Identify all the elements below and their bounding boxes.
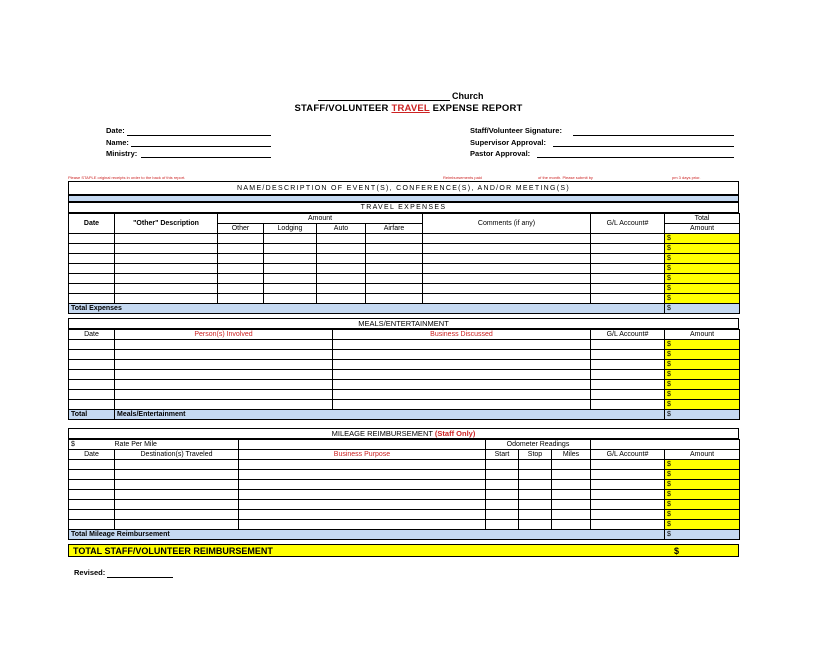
stop-cell[interactable] (519, 480, 552, 490)
meals-total-label-2: Meals/Entertainment (115, 410, 665, 420)
airfare-cell[interactable] (366, 244, 423, 254)
amount-cell[interactable]: $ (665, 520, 740, 530)
business-cell[interactable] (333, 350, 591, 360)
date-cell[interactable] (69, 244, 115, 254)
purpose-cell[interactable] (239, 480, 486, 490)
gl-account-cell[interactable] (591, 294, 665, 304)
date-cell[interactable] (69, 470, 115, 480)
persons-cell[interactable] (115, 340, 333, 350)
stop-cell[interactable] (519, 510, 552, 520)
amount-cell[interactable]: $ (665, 510, 740, 520)
mileage-stop-header: Stop (519, 450, 552, 460)
date-cell[interactable] (69, 400, 115, 410)
destination-cell[interactable] (115, 480, 239, 490)
auto-cell[interactable] (317, 254, 366, 264)
mileage-section-title (68, 428, 739, 439)
stop-cell[interactable] (519, 520, 552, 530)
start-cell[interactable] (486, 460, 519, 470)
auto-cell[interactable] (317, 294, 366, 304)
start-cell[interactable] (486, 480, 519, 490)
name-label: Name: (106, 138, 129, 147)
amount-cell[interactable]: $ (665, 480, 740, 490)
business-cell[interactable] (333, 400, 591, 410)
miles-cell[interactable] (552, 490, 591, 500)
other-cell[interactable] (218, 264, 264, 274)
table-row (69, 234, 740, 244)
date-cell[interactable] (69, 254, 115, 264)
total-expenses-value: $ (665, 304, 740, 314)
event-description-field[interactable] (68, 195, 739, 202)
purpose-cell[interactable] (239, 490, 486, 500)
supervisor-approval-field[interactable] (553, 146, 734, 147)
lodging-cell[interactable] (264, 254, 317, 264)
total-amount-cell[interactable]: $ (665, 284, 740, 294)
description-cell[interactable] (115, 254, 218, 264)
lodging-cell[interactable] (264, 284, 317, 294)
mileage-rate-field[interactable] (239, 440, 486, 450)
revised-field[interactable] (107, 577, 173, 578)
table-row (69, 470, 740, 480)
mileage-rate-label: Rate Per Mile (115, 440, 239, 450)
date-cell[interactable] (69, 510, 115, 520)
total-amount-cell[interactable]: $ (665, 294, 740, 304)
business-cell[interactable] (333, 370, 591, 380)
description-cell[interactable] (115, 294, 218, 304)
gl-account-cell[interactable] (591, 370, 665, 380)
date-cell[interactable] (69, 274, 115, 284)
auto-cell[interactable] (317, 234, 366, 244)
note-submit-by: of the month. Please submit by (538, 175, 593, 180)
meals-table (68, 329, 740, 420)
start-cell[interactable] (486, 520, 519, 530)
date-cell[interactable] (69, 490, 115, 500)
gl-account-cell[interactable] (591, 244, 665, 254)
persons-cell[interactable] (115, 390, 333, 400)
amount-cell[interactable]: $ (665, 370, 740, 380)
date-cell[interactable] (69, 234, 115, 244)
total-amount-cell[interactable]: $ (665, 234, 740, 244)
mileage-total-value: $ (665, 530, 740, 540)
gl-account-cell[interactable] (591, 500, 665, 510)
business-cell[interactable] (333, 380, 591, 390)
persons-cell[interactable] (115, 380, 333, 390)
note-staple: Please STAPLE original receipts in order to the back of this report. (68, 175, 186, 180)
mileage-table (68, 439, 740, 540)
lodging-cell[interactable] (264, 234, 317, 244)
gl-account-cell[interactable] (591, 490, 665, 500)
purpose-cell[interactable] (239, 470, 486, 480)
lodging-cell[interactable] (264, 264, 317, 274)
other-cell[interactable] (218, 254, 264, 264)
date-cell[interactable] (69, 360, 115, 370)
date-cell[interactable] (69, 370, 115, 380)
meals-section-title: MEALS/ENTERTAINMENT (68, 318, 739, 329)
mileage-date-header: Date (69, 450, 115, 460)
meals-amount-header: Amount (665, 330, 740, 340)
total-amount-cell[interactable]: $ (665, 264, 740, 274)
supervisor-approval-label: Supervisor Approval: (470, 138, 546, 147)
table-row (69, 340, 740, 350)
lodging-cell[interactable] (264, 274, 317, 284)
total-amount-cell[interactable]: $ (665, 244, 740, 254)
church-label: Church (452, 91, 484, 101)
purpose-cell[interactable] (239, 460, 486, 470)
mileage-amount-header: Amount (665, 450, 740, 460)
table-row (69, 460, 740, 470)
destination-cell[interactable] (115, 460, 239, 470)
comments-cell[interactable] (423, 254, 591, 264)
persons-cell[interactable] (115, 370, 333, 380)
mileage-total-row (69, 530, 740, 540)
gl-account-cell[interactable] (591, 390, 665, 400)
date-cell[interactable] (69, 520, 115, 530)
comments-cell[interactable] (423, 274, 591, 284)
gl-account-cell[interactable] (591, 360, 665, 370)
gl-account-cell[interactable] (591, 470, 665, 480)
mileage-title-text: MILEAGE REIMBURSEMENT (331, 429, 433, 438)
table-row (69, 294, 740, 304)
miles-cell[interactable] (552, 500, 591, 510)
title-suffix: EXPENSE REPORT (429, 103, 523, 114)
meals-total-row (69, 410, 740, 420)
meals-gl-account-header: G/L Account# (591, 330, 665, 340)
date-cell[interactable] (69, 380, 115, 390)
airfare-cell[interactable] (366, 284, 423, 294)
airfare-cell[interactable] (366, 274, 423, 284)
note-reimbursements: Reimbursements paid (443, 175, 482, 180)
gl-account-cell[interactable] (591, 510, 665, 520)
travel-total-amount-header: Amount (665, 224, 740, 234)
gl-account-cell[interactable] (591, 340, 665, 350)
purpose-cell[interactable] (239, 500, 486, 510)
business-cell[interactable] (333, 340, 591, 350)
gl-account-cell[interactable] (591, 350, 665, 360)
mileage-gl-account-header: G/L Account# (591, 450, 665, 460)
signature-label: Staff/Volunteer Signature: (470, 126, 562, 135)
date-cell[interactable] (69, 390, 115, 400)
travel-other-description-header: "Other" Description (115, 214, 218, 234)
table-row (69, 480, 740, 490)
name-field[interactable] (131, 146, 271, 147)
purpose-cell[interactable] (239, 510, 486, 520)
start-cell[interactable] (486, 470, 519, 480)
purpose-cell[interactable] (239, 520, 486, 530)
airfare-cell[interactable] (366, 234, 423, 244)
table-row (69, 274, 740, 284)
table-row (69, 380, 740, 390)
auto-cell[interactable] (317, 264, 366, 274)
gl-account-cell[interactable] (591, 460, 665, 470)
pastor-approval-field[interactable] (537, 157, 734, 158)
travel-auto-header: Auto (317, 224, 366, 234)
gl-account-cell[interactable] (591, 254, 665, 264)
amount-cell[interactable]: $ (665, 490, 740, 500)
travel-total-header: Total (665, 214, 740, 224)
date-cell[interactable] (69, 284, 115, 294)
description-cell[interactable] (115, 284, 218, 294)
grand-total-bar (68, 544, 739, 557)
travel-lodging-header: Lodging (264, 224, 317, 234)
destination-cell[interactable] (115, 470, 239, 480)
gl-account-cell[interactable] (591, 520, 665, 530)
ministry-label: Ministry: (106, 149, 138, 158)
travel-airfare-header: Airfare (366, 224, 423, 234)
meals-total-label: Total (69, 410, 115, 420)
date-cell[interactable] (69, 350, 115, 360)
description-cell[interactable] (115, 234, 218, 244)
travel-other-header: Other (218, 224, 264, 234)
amount-cell[interactable]: $ (665, 460, 740, 470)
auto-cell[interactable] (317, 284, 366, 294)
table-row (69, 254, 740, 264)
grand-total-label: TOTAL STAFF/VOLUNTEER REIMBURSEMENT (73, 546, 273, 556)
signature-field[interactable] (573, 135, 734, 136)
date-cell[interactable] (69, 294, 115, 304)
stop-cell[interactable] (519, 490, 552, 500)
amount-cell[interactable]: $ (665, 360, 740, 370)
amount-cell[interactable]: $ (665, 390, 740, 400)
date-cell[interactable] (69, 500, 115, 510)
persons-cell[interactable] (115, 360, 333, 370)
stop-cell[interactable] (519, 470, 552, 480)
airfare-cell[interactable] (366, 254, 423, 264)
auto-cell[interactable] (317, 244, 366, 254)
miles-cell[interactable] (552, 460, 591, 470)
destination-cell[interactable] (115, 500, 239, 510)
table-row (69, 400, 740, 410)
destination-cell[interactable] (115, 520, 239, 530)
meals-total-value: $ (665, 410, 740, 420)
mileage-purpose-header: Business Purpose (239, 450, 486, 460)
grand-total-value: $ (674, 546, 680, 556)
amount-cell[interactable]: $ (665, 400, 740, 410)
ministry-field[interactable] (141, 157, 271, 158)
miles-cell[interactable] (552, 470, 591, 480)
amount-cell[interactable]: $ (665, 350, 740, 360)
travel-section-title: TRAVEL EXPENSES (68, 202, 739, 213)
comments-cell[interactable] (423, 264, 591, 274)
amount-cell[interactable]: $ (665, 500, 740, 510)
other-cell[interactable] (218, 294, 264, 304)
business-cell[interactable] (333, 390, 591, 400)
gl-account-cell[interactable] (591, 380, 665, 390)
travel-gl-account-header: G/L Account# (591, 214, 665, 234)
other-cell[interactable] (218, 284, 264, 294)
church-name-line[interactable] (318, 100, 450, 101)
total-expenses-label: Total Expenses (69, 304, 665, 314)
table-row (69, 264, 740, 274)
mileage-total-label: Total Mileage Reimbursement (69, 530, 665, 540)
travel-total-row (69, 304, 740, 314)
meals-persons-header: Person(s) Involved (115, 330, 333, 340)
gl-account-cell[interactable] (591, 274, 665, 284)
total-amount-cell[interactable]: $ (665, 274, 740, 284)
table-row (69, 350, 740, 360)
description-cell[interactable] (115, 264, 218, 274)
mileage-start-header: Start (486, 450, 519, 460)
table-row (69, 510, 740, 520)
start-cell[interactable] (486, 510, 519, 520)
table-row (69, 284, 740, 294)
table-row (69, 244, 740, 254)
mileage-staff-only-note: (Staff Only) (434, 429, 476, 438)
note-days-prior: pm 3 days prior. (672, 175, 701, 180)
comments-cell[interactable] (423, 294, 591, 304)
travel-date-header: Date (69, 214, 115, 234)
comments-cell[interactable] (423, 244, 591, 254)
date-cell[interactable] (69, 340, 115, 350)
airfare-cell[interactable] (366, 294, 423, 304)
description-cell[interactable] (115, 244, 218, 254)
miles-cell[interactable] (552, 510, 591, 520)
title-highlight: TRAVEL (391, 103, 430, 114)
date-field[interactable] (127, 135, 271, 136)
mileage-destination-header: Destination(s) Traveled (115, 450, 239, 460)
amount-cell[interactable]: $ (665, 470, 740, 480)
pastor-approval-label: Pastor Approval: (470, 149, 531, 158)
amount-cell[interactable]: $ (665, 340, 740, 350)
travel-expenses-table (68, 213, 740, 314)
persons-cell[interactable] (115, 350, 333, 360)
meals-business-header: Business Discussed (333, 330, 591, 340)
miles-cell[interactable] (552, 480, 591, 490)
start-cell[interactable] (486, 500, 519, 510)
table-row (69, 370, 740, 380)
gl-account-cell[interactable] (591, 284, 665, 294)
table-row (69, 490, 740, 500)
gl-account-cell[interactable] (591, 234, 665, 244)
report-title (0, 103, 817, 114)
table-row (69, 390, 740, 400)
amount-cell[interactable]: $ (665, 380, 740, 390)
gl-account-cell[interactable] (591, 400, 665, 410)
table-row (69, 360, 740, 370)
gl-account-cell[interactable] (591, 480, 665, 490)
mileage-blank-header (591, 440, 740, 450)
revised-label: Revised: (74, 568, 106, 577)
destination-cell[interactable] (115, 510, 239, 520)
start-cell[interactable] (486, 490, 519, 500)
other-cell[interactable] (218, 234, 264, 244)
stop-cell[interactable] (519, 500, 552, 510)
lodging-cell[interactable] (264, 294, 317, 304)
gl-account-cell[interactable] (591, 264, 665, 274)
destination-cell[interactable] (115, 490, 239, 500)
persons-cell[interactable] (115, 400, 333, 410)
table-row (69, 520, 740, 530)
event-description-bar: NAME/DESCRIPTION OF EVENT(S), CONFERENCE(S), AND/OR MEETING(S) (68, 181, 739, 195)
mileage-miles-header: Miles (552, 450, 591, 460)
table-row (69, 500, 740, 510)
travel-comments-header: Comments (if any) (423, 214, 591, 234)
auto-cell[interactable] (317, 274, 366, 284)
miles-cell[interactable] (552, 520, 591, 530)
travel-amount-header: Amount (218, 214, 423, 224)
date-cell[interactable] (69, 480, 115, 490)
date-label: Date: (106, 126, 125, 135)
lodging-cell[interactable] (264, 244, 317, 254)
odometer-readings-header: Odometer Readings (486, 440, 591, 450)
title-prefix: STAFF/VOLUNTEER (294, 103, 392, 114)
date-cell[interactable] (69, 460, 115, 470)
other-cell[interactable] (218, 244, 264, 254)
total-amount-cell[interactable]: $ (665, 254, 740, 264)
comments-cell[interactable] (423, 234, 591, 244)
airfare-cell[interactable] (366, 264, 423, 274)
comments-cell[interactable] (423, 284, 591, 294)
meals-date-header: Date (69, 330, 115, 340)
date-cell[interactable] (69, 264, 115, 274)
description-cell[interactable] (115, 274, 218, 284)
business-cell[interactable] (333, 360, 591, 370)
stop-cell[interactable] (519, 460, 552, 470)
other-cell[interactable] (218, 274, 264, 284)
mileage-rate-dollar: $ (69, 440, 115, 450)
